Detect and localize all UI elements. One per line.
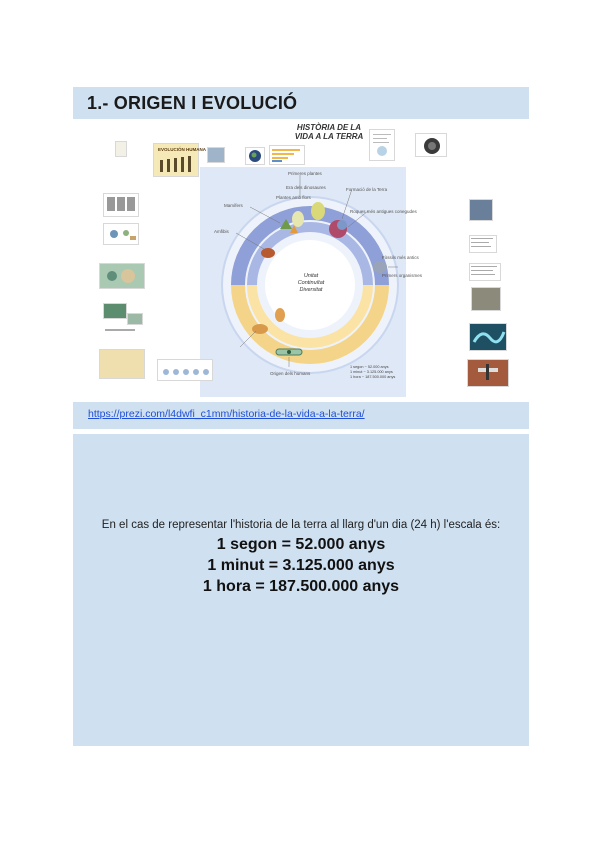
- scale-note-3: 1 hora ~ 187.500.000 anys: [350, 375, 396, 379]
- evolution-figures-icon: [154, 144, 198, 176]
- thumbnail-left-6: [99, 349, 145, 379]
- label-fossils: Fòssils més antics: [382, 255, 419, 260]
- thumbnail-left-2: [103, 223, 139, 245]
- collage-title-line1: HISTÒRIA DE LA: [296, 123, 362, 132]
- thumbnail-left-caption: [105, 329, 135, 331]
- thumbnail-doc: [115, 141, 127, 157]
- label-amphibians: Amfibis: [214, 229, 229, 234]
- thumbnail-right-6: [467, 359, 509, 387]
- prezi-collage: [73, 119, 529, 400]
- thumbnail-left-4: [103, 303, 127, 319]
- thumbnail-chart: [269, 145, 305, 165]
- scale-panel: [73, 434, 529, 746]
- label-dinosaurs: Era dels dinosaures: [286, 185, 326, 190]
- scale-notes: [350, 365, 395, 380]
- thumbnail-photo: [207, 147, 225, 163]
- thumbnail-left-3: [99, 263, 145, 289]
- thumbnail-left-5: [127, 313, 143, 325]
- thumbnail-dark: [415, 133, 447, 157]
- section-title: 1.- ORIGEN I EVOLUCIÓ: [87, 93, 298, 113]
- thumbnail-left-1: [103, 193, 139, 217]
- clock-center-line2: Continuïtat: [297, 280, 325, 286]
- label-flowering-plants: Plantes amb flors: [276, 195, 311, 200]
- clock-center-text: [280, 273, 342, 294]
- section-header: [73, 87, 529, 119]
- label-earth-formation: Formació de la Terra: [346, 187, 388, 192]
- thumbnail-right-4: [471, 287, 501, 311]
- label-first-plants: Primeres plantes: [288, 171, 322, 176]
- life-clock-diagram: [200, 167, 423, 397]
- thumbnail-doc-right: [369, 129, 395, 161]
- thumbnail-right-3: [469, 263, 501, 281]
- scale-second: 1 segon = 52.000 anys: [216, 536, 386, 553]
- thumbnail-caption: EVOLUCIÓN HUMANA: [158, 147, 206, 152]
- label-mammals: Mamífers: [224, 203, 243, 208]
- scale-note-2: 1 minut ~ 3.125.000 anys: [350, 370, 393, 374]
- clock-center-line1: Unitat: [303, 273, 319, 279]
- prezi-link[interactable]: https://prezi.com/l4dwfi_c1mm/historia-de-la-vida-a-la-terra/: [88, 408, 365, 420]
- link-bar: [73, 402, 529, 429]
- label-oldest-rocks: Roques més antigues conegudes: [350, 209, 417, 214]
- clock-center-line3: Diversitat: [299, 287, 323, 293]
- scale-hour: 1 hora = 187.500.000 anys: [202, 578, 400, 595]
- thumbnail-right-2: [469, 235, 497, 253]
- scale-minute: 1 minut = 3.125.000 anys: [207, 557, 395, 574]
- label-human-origin: Origen dels humans: [270, 371, 311, 376]
- collage-title: [289, 123, 369, 141]
- label-early-life: Primers organismes: [382, 273, 423, 278]
- thumbnail-evolution: [153, 143, 206, 177]
- thumbnail-bottom-circles: [157, 359, 213, 381]
- thumbnail-earth: [245, 147, 265, 165]
- thumbnail-right-5: [469, 323, 507, 351]
- scale-note-1: 1 segon ~ 52.000 anys: [350, 365, 389, 369]
- collage-title-line2: VIDA A LA TERRA: [294, 132, 364, 141]
- scale-intro: En el cas de representar l'historia de la terra al llarg d'un dia (24 h) l'escala és:: [101, 519, 501, 531]
- thumbnail-right-1: [469, 199, 493, 221]
